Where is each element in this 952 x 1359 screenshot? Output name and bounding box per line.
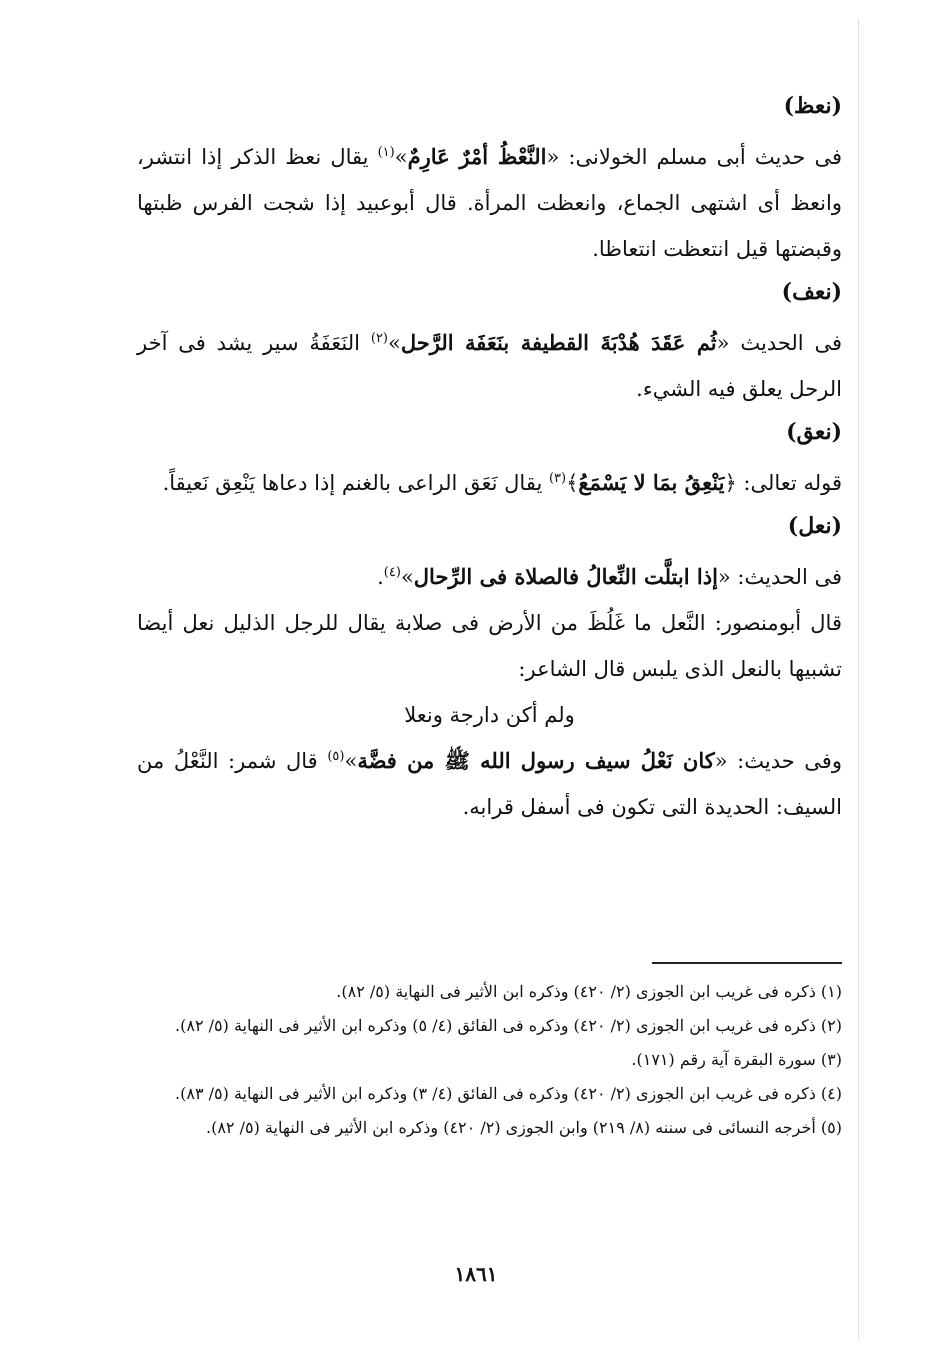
footnote: (٤) ذكره فى غريب ابن الجوزى (٢/ ٤٢٠) وذكره فى الفائق (٤/ ٣) وذكره ابن الأثير فى النهاية (٥/ ٨٣). — [175, 1084, 842, 1103]
hadith-quote: ثُم عَقَدَ هُدْبَةَ القطيفة بنَعَفَة الرَّحل — [400, 330, 717, 355]
poetry-verse: ولم أكن دارجة ونعلا — [404, 703, 575, 727]
entry-heading-nael: (نعل) — [787, 513, 842, 539]
footnote-ref: (٥) — [327, 749, 345, 764]
footnote: (١) ذكره فى غريب ابن الجوزى (٢/ ٤٢٠) وذكره ابن الأثير فى النهاية (٥/ ٨٢). — [336, 982, 842, 1001]
paragraph-text: قال أبومنصور: النَّعل ما غَلُظَ من الأرض فى صلابة يقال للرجل الذليل نعل أيضا تشبيها بالنعل الذى يلبس قال الشاعر: — [137, 611, 842, 681]
paragraph-text: وفى حديث: « — [714, 749, 842, 773]
footnote-ref: (٢) — [370, 331, 388, 346]
footnote-divider — [652, 962, 842, 964]
footnote-ref: (٣) — [548, 471, 567, 486]
quote-mark: » — [394, 145, 408, 169]
footnote-ref: (٤) — [383, 565, 401, 580]
paragraph-text: فى الحديث « — [716, 331, 842, 355]
entry-heading-naeq: (نعق) — [786, 419, 842, 445]
quran-quote: يَنْعِقُ بمَا لا يَسْمَعُ — [578, 470, 725, 495]
hadith-quote: النَّعْظُ أمْرٌ عَارِمٌ — [407, 144, 547, 169]
entry-paragraph — [137, 320, 842, 412]
paragraph-text: قوله تعالى: ﴿ — [724, 471, 842, 495]
footnote-ref: (١) — [377, 145, 395, 160]
main-text — [137, 88, 842, 830]
paragraph-text: يقال نعظ الذكر إذا انتشر، وانعظ أى اشتهى الجماع، وانعظت المرأة. قال أبوعبيد إذا شجت الفرس ظبتها وقبضتها قيل انتعظت انتعاظا. — [137, 145, 842, 261]
paragraph-text: فى حديث أبى مسلم الخولانى: « — [546, 145, 843, 169]
quote-mark: » — [388, 331, 401, 355]
paragraph-text: فى الحديث: « — [717, 565, 842, 589]
hadith-quote: إذا ابتلَّت النِّعالُ فالصلاة فى الرِّحال — [413, 564, 718, 589]
margin-dotted-line — [858, 20, 860, 1340]
footnote: (٢) ذكره فى غريب ابن الجوزى (٢/ ٤٢٠) وذكره فى الفائق (٤/ ٥) وذكره ابن الأثير فى النهاية (٥/ ٨٢). — [175, 1016, 842, 1035]
quote-mark: » — [344, 749, 358, 773]
footnotes — [137, 975, 842, 1145]
footnote: (٥) أخرجه النسائى فى سننه (٨/ ٢١٩) وابن الجوزى (٢/ ٤٢٠) وذكره ابن الأثير فى النهاية (٥/ ٨٢). — [206, 1118, 842, 1137]
paragraph-text: يقال نَعَق الراعى بالغنم إذا دعاها يَنْعِق نَعيقاً. — [162, 471, 549, 495]
quote-mark: ﴾ — [566, 471, 579, 495]
page-number: ١٨٦١ — [454, 1262, 498, 1286]
entry-heading-naez: (نعظ) — [783, 93, 842, 119]
entry-paragraph — [137, 738, 842, 830]
paragraph-text: قال شمر: النَّعْلُ من السيف: الحديدة التى تكون فى أسفل قرابه. — [137, 749, 842, 819]
footnote: (٣) سورة البقرة آية رقم (١٧١). — [631, 1050, 842, 1069]
entry-paragraph — [137, 134, 842, 272]
entry-paragraph — [137, 554, 842, 600]
entry-paragraph — [137, 600, 842, 692]
hadith-quote: كان نَعْلُ سيف رسول الله ﷺ من فضَّة — [357, 748, 715, 773]
paragraph-text: النَعَفَةُ سير يشد فى آخر الرحل يعلق فيه الشيء. — [137, 331, 842, 401]
paragraph-text: . — [377, 565, 384, 589]
quote-mark: » — [400, 565, 414, 589]
entry-paragraph — [137, 460, 842, 506]
entry-heading-naef: (نعف) — [781, 279, 842, 305]
